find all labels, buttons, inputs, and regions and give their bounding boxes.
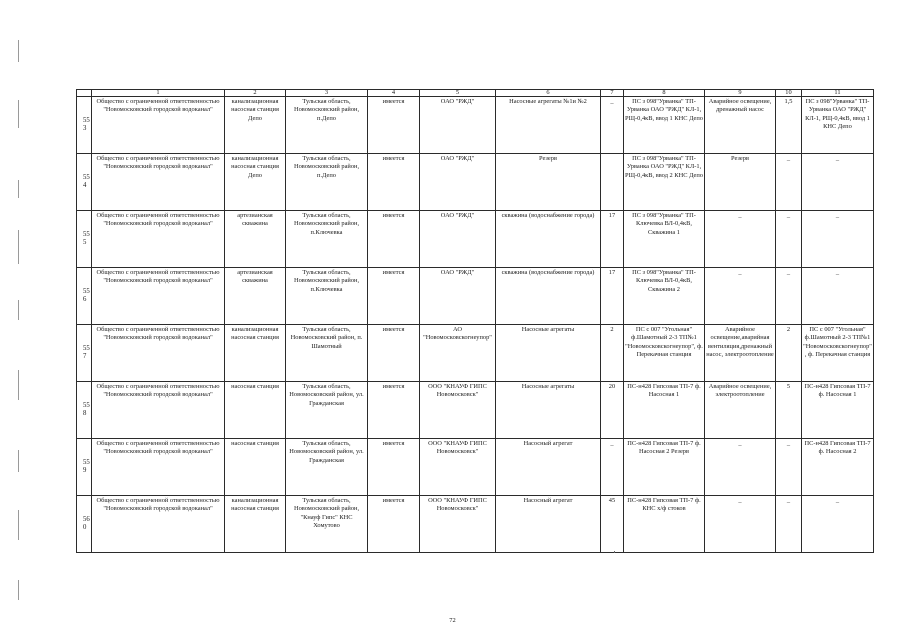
table-cell-col-3: Тульская область, Новомосковский район, "Кнауф Гипс" КНС Хомутово [286,496,368,553]
table-cell-col-6: Насосный агрегат [496,439,601,496]
table-cell-col-3: Тульская область, Новомосковский район, п.Ключевка [286,268,368,325]
table-cell-col-6: Насосный агрегат [496,496,601,553]
table-cell-col-2: канализационная насосная станция Депо [225,154,286,211]
row-number: 555 [77,211,92,268]
table-cell-col-4: имеется [368,97,420,154]
table-cell-col-7: 2 [601,325,624,382]
header-row [77,90,874,97]
table-cell-col-10: _ [776,154,802,211]
table-cell-col-1: Общество с ограниченной ответственностью "Новомосковский городской водоканал" [92,325,225,382]
table-row [77,439,874,496]
table-cell-col-9: _ [705,211,776,268]
table-cell-col-1: Общество с ограниченной ответственностью "Новомосковский городской водоканал" [92,268,225,325]
column-header-2: 2 [225,90,286,97]
table-cell-col-6: Резерв [496,154,601,211]
table-cell-col-1: Общество с ограниченной ответственностью "Новомосковский городской водоканал" [92,496,225,553]
table-cell-col-5: ОАО "РЖД" [420,268,496,325]
table-cell-col-6: Насосные агрегаты [496,382,601,439]
table-cell-col-6: Насосные агрегаты [496,325,601,382]
table-cell-col-5: ОАО "РЖД" [420,211,496,268]
table-cell-col-7 [601,154,624,211]
table-cell-col-9: _ [705,439,776,496]
page-number: 72 [449,617,456,624]
table-cell-col-1: Общество с ограниченной ответственностью "Новомосковский городской водоканал" [92,382,225,439]
column-header-5: 5 [420,90,496,97]
table-cell-col-10: _ [776,268,802,325]
table-cell-col-9: Аварийное освещение, дренажный насос [705,97,776,154]
table-cell-col-8: ПС-н428 Гипсовая ТП-7 ф. Насосная 2 Резерв [624,439,705,496]
column-header-6: 6 [496,90,601,97]
table-cell-col-11: _ [802,268,874,325]
table-cell-col-4: имеется [368,439,420,496]
table-row [77,211,874,268]
table-cell-col-1: Общество с ограниченной ответственностью "Новомосковский городской водоканал" [92,97,225,154]
table-cell-col-8: ПС с 007 "Угольная" ф.Шамотный 2-3 ТП№1 "Новомосковскогнеупор", ф. Перекачная станция [624,325,705,382]
table-cell-col-3: Тульская область, Новомосковский район, ул. Гражданская [286,439,368,496]
table-cell-col-2: артезианская скважина [225,211,286,268]
table-cell-col-2: артезианская скважина [225,268,286,325]
table-cell-col-4: имеется [368,382,420,439]
table-cell-col-11: _ [802,496,874,553]
table-cell-col-5: АО "Новомосковскогнеупор" [420,325,496,382]
table-cell-col-7: _ [601,439,624,496]
table-cell-col-10: _ [776,211,802,268]
table-cell-col-4: имеется [368,325,420,382]
row-number: 553 [77,97,92,154]
table-cell-col-11: ПС с 007 "Угольная" ф.Шамотный 2-3 ТП№1 "Новомосковскогнеупор", ф. Перекачная станция [802,325,874,382]
table-cell-col-9: _ [705,496,776,553]
table-row [77,325,874,382]
table-cell-col-8: ПС-н428 Гипсовая ТП-7 ф. КНС х/ф стоков [624,496,705,553]
table-cell-col-1: Общество с ограниченной ответственностью "Новомосковский городской водоканал" [92,211,225,268]
table-cell-col-11: _ [802,154,874,211]
column-header-0 [77,90,92,97]
table-cell-col-6: Насосные агрегаты №1и №2 [496,97,601,154]
table-row [77,154,874,211]
table-cell-col-7: _ [601,97,624,154]
table-cell-col-8: ПС з 098"Урванка" ТП-Урванка ОАО "РЖД" КЛ-1, РЩ-0,4кВ, ввод 1 КНС Депо [624,97,705,154]
table-cell-col-7: 17 [601,211,624,268]
table-cell-col-5: ОАО "РЖД" [420,97,496,154]
table-cell-col-3: Тульская область, Новомосковский район, п.Депо [286,97,368,154]
table-cell-col-10: 5 [776,382,802,439]
table-cell-col-7: 17 [601,268,624,325]
column-header-9: 9 [705,90,776,97]
table-cell-col-3: Тульская область, Новомосковский район, п.Депо [286,154,368,211]
row-number: 554 [77,154,92,211]
table-cell-col-6: скважина (водоснабжение города) [496,211,601,268]
table-cell-col-2: канализационная насосная станция Депо [225,97,286,154]
table-cell-col-9: Аварийное освещение, электроотопление [705,382,776,439]
table-cell-col-8: ПС з 098"Урванка" ТП-Урванка ОАО "РЖД" КЛ-1, РЩ-0,4кВ, ввод 2 КНС Депо [624,154,705,211]
table-cell-col-2: канализационная насосная станция [225,496,286,553]
table-cell-col-1: Общество с ограниченной ответственностью "Новомосковский городской водоканал" [92,154,225,211]
table-cell-col-2: канализационная насосная станция [225,325,286,382]
table-cell-col-4: имеется [368,154,420,211]
table-row [77,97,874,154]
table-cell-col-8: ПС з 098"Урванка" ТП-Ключевка ВЛ-0,4кВ, Скважина 1 [624,211,705,268]
table-cell-col-11: ПС-н428 Гипсовая ТП-7 ф. Насосная 1 [802,382,874,439]
table-cell-col-7: 45 [601,496,624,553]
table-cell-col-7: 20 [601,382,624,439]
column-header-8: 8 [624,90,705,97]
table-cell-col-11: ПС-н428 Гипсовая ТП-7 ф. Насосная 2 [802,439,874,496]
left-margin-marks [18,40,20,600]
table-cell-col-2: насосная станция [225,439,286,496]
table-cell-col-9: Резерв [705,154,776,211]
column-header-3: 3 [286,90,368,97]
table-cell-col-1: Общество с ограниченной ответственностью "Новомосковский городской водоканал" [92,439,225,496]
row-number: 560 [77,496,92,553]
table-cell-col-6: скважина (водоснабжение города) [496,268,601,325]
table-cell-col-8: ПС-н428 Гипсовая ТП-7 ф. Насосная 1 [624,382,705,439]
table-cell-col-5: ООО "КНАУФ ГИПС Новомосковск" [420,382,496,439]
table-cell-col-9: Аварийное освещение,аварийная вентиляция,дренажный насос, электроотопление [705,325,776,382]
table-cell-col-3: Тульская область, Новомосковский район, п. Шамотный [286,325,368,382]
table-cell-col-4: имеется [368,496,420,553]
column-header-1: 1 [92,90,225,97]
row-number: 559 [77,439,92,496]
column-header-7: 7 [601,90,624,97]
table-cell-col-10: 2 [776,325,802,382]
column-header-10: 10 [776,90,802,97]
table-cell-col-5: ОАО "РЖД" [420,154,496,211]
data-table [76,89,874,553]
table-cell-col-3: Тульская область, Новомосковский район, ул. Гражданская [286,382,368,439]
table-row [77,382,874,439]
row-number: 557 [77,325,92,382]
stray-mark [614,551,615,553]
table-cell-col-3: Тульская область, Новомосковский район, п.Ключевка [286,211,368,268]
table-cell-col-11: _ [802,211,874,268]
table-cell-col-5: ООО "КНАУФ ГИПС Новомосковск" [420,439,496,496]
table-cell-col-9: _ [705,268,776,325]
column-header-4: 4 [368,90,420,97]
table-cell-col-10: _ [776,439,802,496]
row-number: 556 [77,268,92,325]
table-cell-col-4: имеется [368,268,420,325]
table-cell-col-11: ПС з 098"Урванка" ТП-Урванка ОАО "РЖД" КЛ-1, РЩ-0,4кВ, ввод 1 КНС Депо [802,97,874,154]
row-number: 558 [77,382,92,439]
table-cell-col-8: ПС з 098"Урванка" ТП-Ключевка ВЛ-0,4кВ, Скважина 2 [624,268,705,325]
table-cell-col-5: ООО "КНАУФ ГИПС Новомосковск" [420,496,496,553]
table-cell-col-2: насосная станция [225,382,286,439]
column-header-11: 11 [802,90,874,97]
table-cell-col-4: имеется [368,211,420,268]
table-cell-col-10: 1,5 [776,97,802,154]
table-row [77,496,874,553]
table-cell-col-10: _ [776,496,802,553]
table-row [77,268,874,325]
table-body [77,97,874,553]
